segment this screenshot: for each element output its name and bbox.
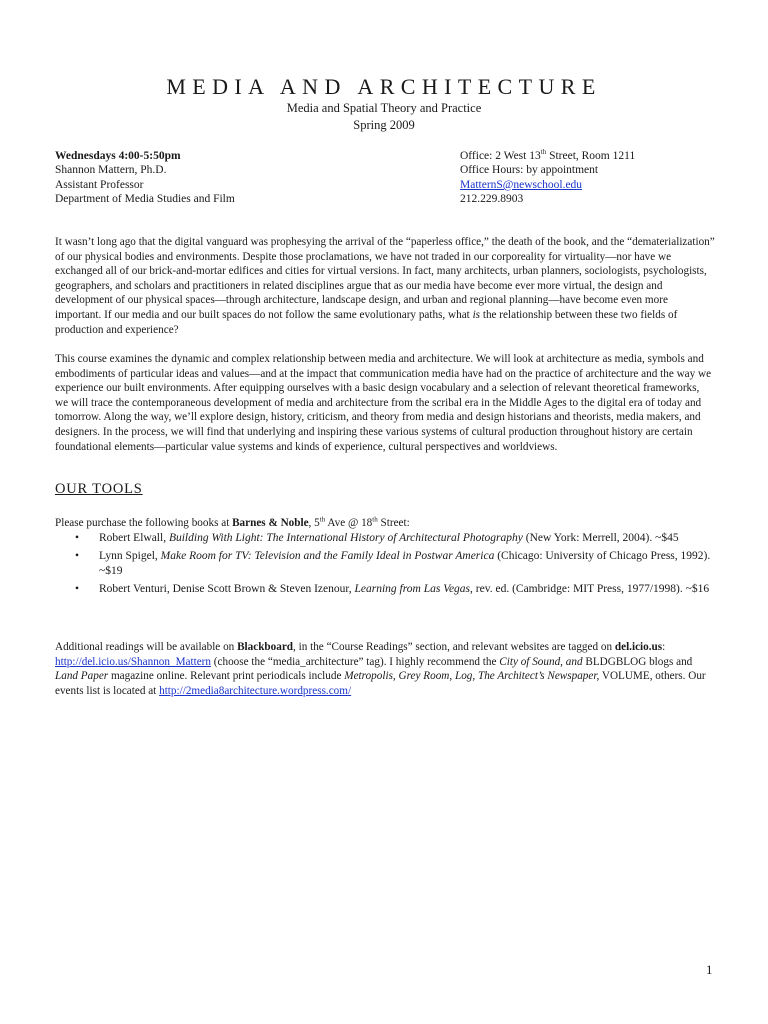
page-number: 1 [706,962,713,977]
office-location [460,149,720,163]
course-title: MEDIA AND ARCHITECTURE [166,74,602,99]
blog-name-city-of-sound: City of Sound, and [499,655,583,668]
intro-paragraph-1 [55,235,715,337]
book-list-item [55,549,715,579]
blackboard-name: Blackboard [237,641,294,653]
magazine-name-land-paper: Land Paper [55,670,109,683]
bullet: • [75,583,80,595]
department: Department of Media Studies and Film [55,193,235,206]
delicious-link[interactable]: http://del.icio.us/Shannon_Mattern [55,655,211,668]
readings-text-a: Additional readings will be available on [55,641,238,653]
office-suffix: Street, Room 1211 [546,150,636,162]
book-list-item [55,531,715,546]
book-author: Lynn Spigel, [99,550,161,562]
bullet: • [75,550,80,562]
store-name: Barnes & Noble [232,517,309,529]
instructor-name: Shannon Mattern, Ph.D. [55,164,167,177]
intro-paragraph-2: This course examines the dynamic and complex relationship between media and architecture. We will look at architecture as media, symbols and embodiments of particular ideas and values—and at the impact that communication media have had on the practice of architecture and the way we experience our built environments. After equipping ourselves with a basic design vocabulary and a selection of relevant theoretical frameworks, we will trace the contemporaneous development of media and architecture from the scribal era in the Middle Ages to the digital era of today and tomorrow. Along the way, we’ll explore design, history, criticism, and theory from media and design historians and theorists, media makers, and designers. In the process, we will find that underlying and inspiring these various systems of cultural production throughout history are certain foundational elements—particular value systems and kinds of experience, cultural perspectives and worldviews. [55,353,712,453]
purchase-instructions [55,516,715,531]
purchase-text-c: Ave @ 18 [325,517,373,529]
p1-text-b: the relationship between these two fields of production and experience? [55,308,678,336]
book-publication: (New York: Merrell, 2004). ~$45 [522,532,679,544]
readings-text-c: (choose the “media_architecture” tag). I highly recommend the [211,655,500,668]
course-info-right [460,149,720,207]
purchase-text-d: Street: [377,517,410,529]
purchase-text-b: , 5 [308,517,320,529]
book-list-item [55,582,715,597]
book-list [55,531,715,600]
purchase-text-a: Please purchase the following books at [55,517,233,529]
delicious-name: del.icio.us [614,641,663,653]
readings-text-d: magazine online. Relevant print periodicals include [108,670,345,683]
course-info-left [55,149,415,207]
book-title: Make Room for TV: Television and the Family Ideal in Postwar America [160,550,495,562]
instructor-position: Assistant Professor [55,178,144,191]
office-sup: th [540,148,547,157]
bullet: • [75,532,80,544]
book-author: Robert Elwall, [99,532,169,544]
class-schedule: Wednesdays 4:00-5:50pm [55,150,181,162]
readings-text-b: , in the “Course Readings” section, and relevant websites are tagged on [293,641,615,653]
readings-text-e: VOLUME, others. Our events list is located at [55,670,706,697]
readings-colon: : [662,641,666,653]
tools-heading: OUR TOOLS [55,481,143,497]
book-publication: , rev. ed. (Cambridge: MIT Press, 1977/1998). ~$16 [470,583,710,595]
course-subtitle: Media and Spatial Theory and Practice [286,101,482,115]
office-prefix: Office: 2 West 13 [460,150,541,162]
course-term: Spring 2009 [353,118,415,132]
book-title: Learning from Las Vegas [354,583,471,595]
readings-text-c2: BLDGBLOG blogs and [582,655,693,668]
book-title: Building With Light: The International History of Architectural Photography [168,532,523,544]
p1-emphasis: is [472,308,481,321]
phone-number: 212.229.8903 [460,193,524,206]
office-hours: Office Hours: by appointment [460,164,599,177]
readings-paragraph [55,640,715,698]
email-link[interactable]: MatternS@newschool.edu [460,178,583,191]
book-author: Robert Venturi, Denise Scott Brown & Steven Izenour, [99,583,355,595]
events-link[interactable]: http://2media8architecture.wordpress.com/ [159,684,352,697]
periodical-names: Metropolis, Grey Room, Log, The Architect’s Newspaper, [344,670,600,683]
purchase-sup-2: th [372,515,378,524]
book-publication: (Chicago: University of Chicago Press, 1992). ~$19 [99,550,711,577]
p1-text-a: It wasn’t long ago that the digital vanguard was prophesying the arrival of the “paperless office,” the death of the book, and the “dematerialization” of our physical bodies and environments. Despite those proclamations, we have not traded in our corporeality for virtuality—nor have we exchanged all of our brick-and-mortar edifices and cities for virtual versions. In fact, many architects, urban planners, sociologists, psychologists, geographers, and scholars and practitioners in related disciplines argue that as our media have become ever more virtual, the design and development of our physical spaces—through architecture, landscape design, and urban and regional planning—have become even more important. If our media and our built spaces do not follow the same evolutionary paths, what [55,236,715,321]
purchase-sup-1: th [319,515,326,524]
